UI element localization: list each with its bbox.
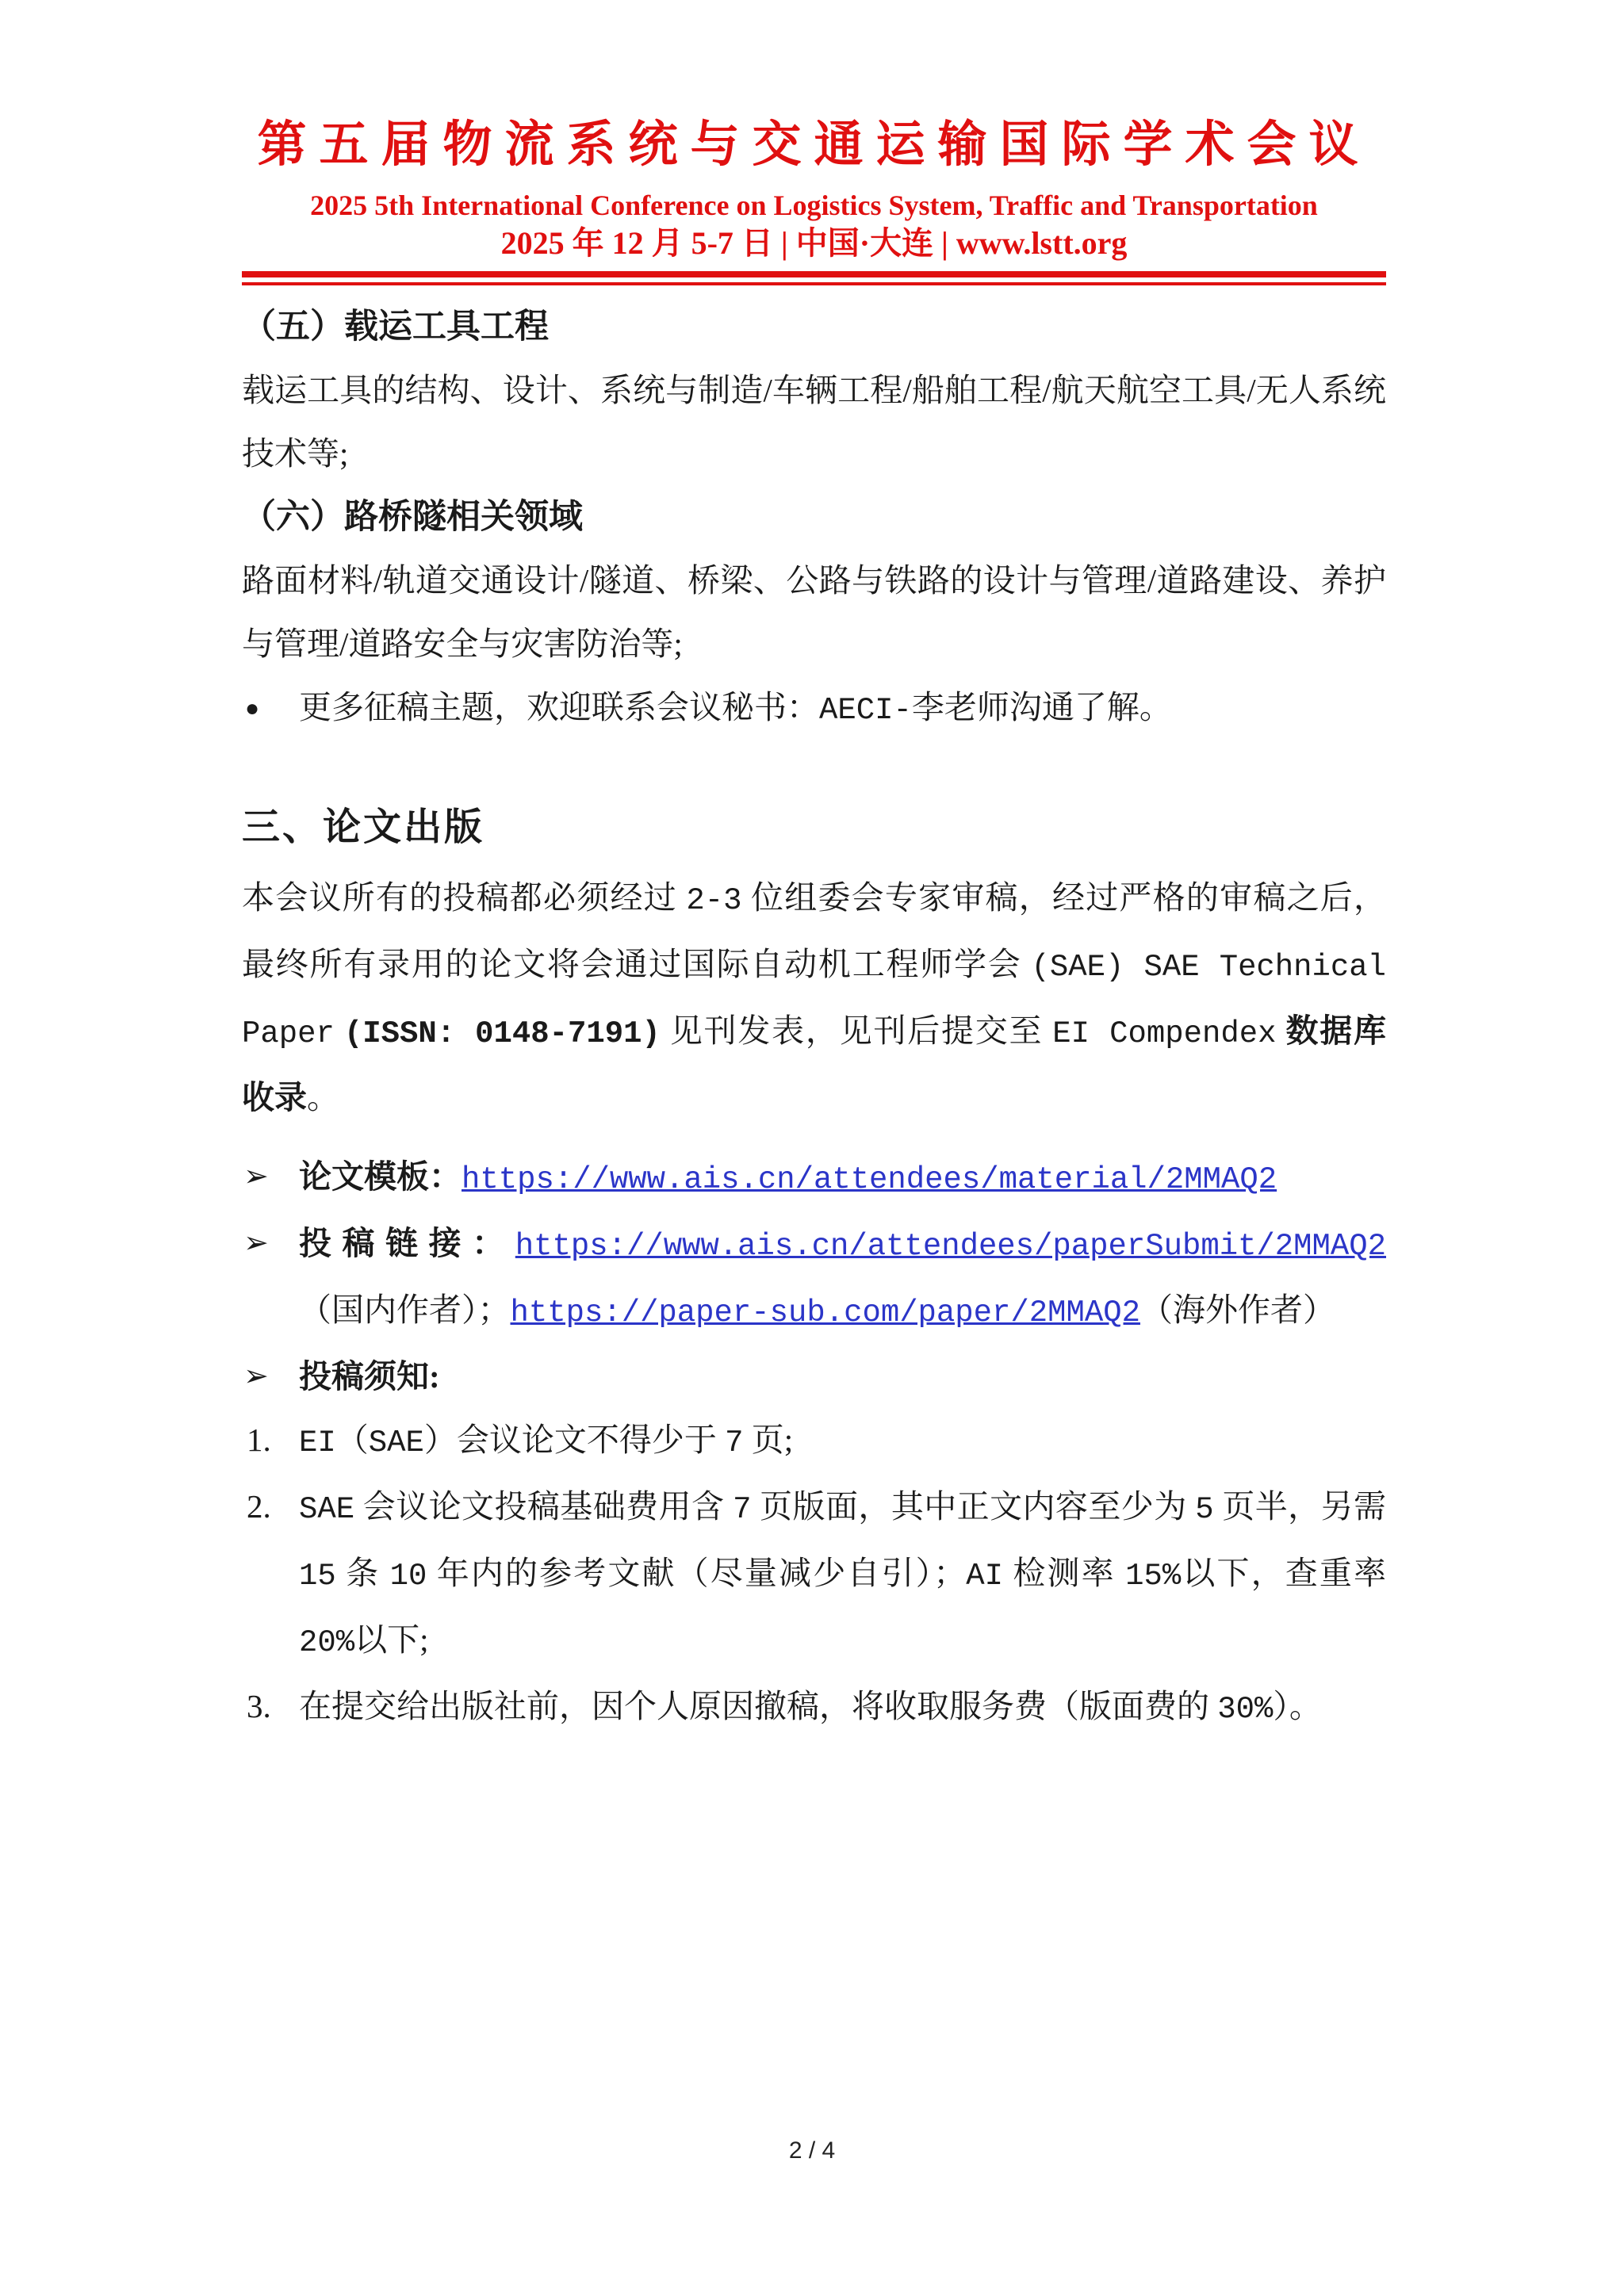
text-segment [1276, 1012, 1285, 1049]
text-segment: 7 [733, 1492, 752, 1527]
text-segment: 投稿链接： [299, 1225, 515, 1261]
conference-title-cn: 第五届物流系统与交通运输国际学术会议 [257, 118, 1371, 172]
text-segment: 年内的参考文献（尽量减少自引）； [427, 1555, 967, 1591]
text-segment: 位组委会专家审稿，经过严格的审稿之后，最终所有录用的论文将会通过国际自动机工程师学会 [242, 879, 1387, 982]
text-segment: 页; [743, 1422, 794, 1458]
conference-title-en: 2025 5th International Conference on Logistics System, Traffic and Transportation [310, 189, 1318, 221]
numbered-item-2 [242, 1475, 1386, 1674]
conference-date-location: 2025 年 12 月 5-7 日 | 中国·大连 | www.lstt.org [500, 225, 1128, 261]
more-topics-note [242, 675, 1386, 742]
text-segment: EI [299, 1425, 336, 1460]
page-number: 2 / 4 [788, 2137, 836, 2164]
paper-template-text [299, 1158, 1277, 1195]
arrowhead-icon: ➢ [243, 1360, 269, 1393]
text-segment: （国内作者）； [299, 1292, 511, 1328]
text-segment: SAE [299, 1492, 355, 1527]
text-segment: 检测率 [1002, 1555, 1126, 1591]
text-segment: （海外作者） [1139, 1292, 1335, 1328]
publication-list [242, 1145, 1386, 1741]
text-segment: 本会议所有的投稿都必须经过 [242, 879, 687, 916]
text-segment: 20% [299, 1625, 355, 1660]
bullet-icon: ● [245, 695, 260, 721]
text-segment: AECI- [819, 693, 912, 728]
header-double-rule [242, 271, 1386, 285]
text-segment: 15 [299, 1559, 336, 1594]
submission-notes-label [299, 1358, 440, 1395]
numbered-item-1 [242, 1408, 1386, 1475]
text-segment: ）。 [1273, 1688, 1322, 1724]
text-segment: 条 [335, 1555, 390, 1591]
item-number: 3. [247, 1688, 271, 1724]
text-segment: （ [335, 1422, 369, 1458]
text-segment: (SAE) SAE Technical Paper [242, 950, 1386, 1051]
text-segment: 见刊发表，见刊后提交至 [660, 1012, 1053, 1049]
list-item-paper-template [242, 1145, 1386, 1211]
list-item-submission-notes [242, 1345, 1386, 1408]
item-number: 2. [247, 1488, 271, 1525]
publication-heading: 三、论文出版 [242, 806, 485, 848]
text-segment: 以下; [354, 1621, 429, 1658]
numbered-item-3 [242, 1674, 1386, 1741]
text-segment: 7 [725, 1425, 744, 1460]
arrowhead-icon: ➢ [243, 1226, 269, 1260]
text-segment [335, 1012, 344, 1049]
paper-template-link[interactable]: https://www.ais.cn/attendees/material/2MMAQ2 [462, 1162, 1277, 1197]
text-segment: 30% [1217, 1692, 1274, 1727]
text-segment: 2-3 [686, 883, 742, 918]
submission-links-text [299, 1225, 1386, 1328]
text-segment: 以下，查重率 [1181, 1555, 1387, 1591]
text-segment: (ISSN: 0148-7191) [343, 1016, 661, 1051]
arrowhead-icon: ➢ [243, 1160, 269, 1193]
text-segment: 在提交给出版社前，因个人原因撤稿，将收取服务费（版面费的 [299, 1688, 1218, 1724]
more-topics-text [299, 689, 1172, 728]
domestic-submission-link[interactable]: https://www.ais.cn/attendees/paperSubmit/2MMAQ2 [515, 1229, 1386, 1264]
item-number: 1. [247, 1422, 271, 1458]
text-segment: 论文模板： [299, 1158, 462, 1195]
text-segment: 会议论文投稿基础费用含 [354, 1488, 733, 1525]
overseas-submission-link[interactable]: https://paper-sub.com/paper/2MMAQ2 [510, 1295, 1140, 1330]
section-5-body: 载运工具的结构、设计、系统与制造/车辆工程/船舶工程/航天航空工具/无人系统技术等; [242, 372, 1386, 472]
text-segment: SAE [368, 1425, 424, 1460]
text-segment: AI [966, 1559, 1003, 1594]
text-segment: 页半，另需 [1213, 1488, 1387, 1525]
list-item-submission-links [242, 1211, 1386, 1345]
text-segment: 投稿须知: [299, 1358, 440, 1395]
text-segment: ）会议论文不得少于 [423, 1422, 726, 1458]
text-segment: EI Compendex [1052, 1016, 1277, 1051]
text-segment: 李老师沟通了解。 [911, 689, 1172, 725]
text-segment: 。 [307, 1079, 339, 1115]
numbered-item-2-text [299, 1488, 1386, 1658]
section-6-body: 路面材料/轨道交通设计/隧道、桥梁、公路与铁路的设计与管理/道路建设、养护与管理/道路安全与灾害防治等; [242, 562, 1386, 662]
text-segment: 10 [389, 1559, 427, 1594]
text-segment: 页版面，其中正文内容至少为 [751, 1488, 1196, 1525]
numbered-item-3-text [299, 1688, 1322, 1727]
text-segment: 15% [1125, 1559, 1182, 1594]
text-segment: 5 [1195, 1492, 1214, 1527]
section-6-heading: （六）路桥隧相关领域 [242, 499, 583, 536]
text-segment: 更多征稿主题，欢迎联系会议秘书： [299, 689, 819, 725]
text-segment: 数据库收录 [242, 1012, 1387, 1115]
publication-intro [242, 866, 1386, 1129]
numbered-item-1-text [299, 1422, 793, 1458]
section-5-heading: （五）载运工具工程 [242, 308, 549, 346]
